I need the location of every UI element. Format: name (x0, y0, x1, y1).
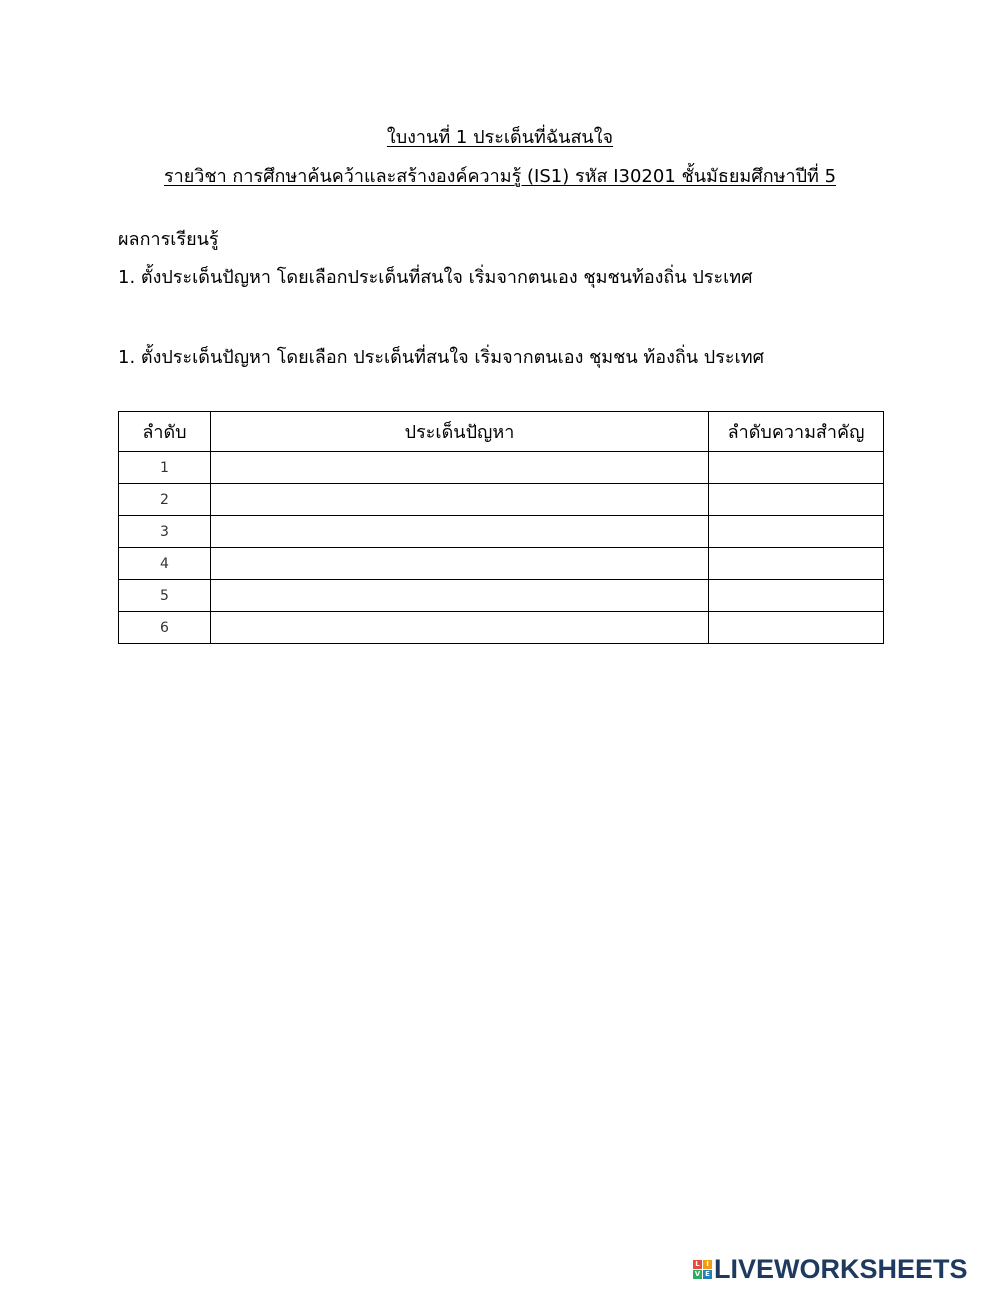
issue-cell[interactable] (211, 452, 709, 484)
issue-cell[interactable] (211, 516, 709, 548)
table-row (119, 484, 884, 516)
table-row (119, 612, 884, 644)
row-number: 1 (119, 452, 211, 484)
learning-outcome-heading: ผลการเรียนรู้ (118, 229, 219, 250)
liveworksheets-logo[interactable] (693, 1254, 968, 1284)
header-order: ลำดับ (119, 412, 211, 452)
logo-letter-i: I (703, 1260, 712, 1269)
issue-cell[interactable] (211, 580, 709, 612)
issue-cell[interactable] (211, 548, 709, 580)
objective-1-repeat: 1. ตั้งประเด็นปัญหา โดยเลือก ประเด็นที่สนใจ เริ่มจากตนเอง ชุมชน ท้องถิ่น ประเทศ (118, 347, 765, 368)
priority-cell[interactable] (709, 580, 884, 612)
header-issue: ประเด็นปัญหา (211, 412, 709, 452)
row-number: 3 (119, 516, 211, 548)
issue-cell[interactable] (211, 484, 709, 516)
priority-cell[interactable] (709, 516, 884, 548)
table-header-row (119, 412, 884, 452)
priority-cell[interactable] (709, 612, 884, 644)
header-priority: ลำดับความสำคัญ (709, 412, 884, 452)
row-number: 4 (119, 548, 211, 580)
logo-letter-v: V (694, 1269, 701, 1278)
row-number: 6 (119, 612, 211, 644)
logo-text: LIVEWORKSHEETS (714, 1253, 968, 1284)
table-row (119, 580, 884, 612)
issues-table (118, 411, 884, 644)
table-row (119, 548, 884, 580)
objective-1: 1. ตั้งประเด็นปัญหา โดยเลือกประเด็นที่สนใจ เริ่มจากตนเอง ชุมชนท้องถิ่น ประเทศ (118, 267, 753, 288)
table-row (119, 452, 884, 484)
issue-cell[interactable] (211, 612, 709, 644)
priority-cell[interactable] (709, 452, 884, 484)
row-number: 5 (119, 580, 211, 612)
row-number: 2 (119, 484, 211, 516)
priority-cell[interactable] (709, 484, 884, 516)
worksheet-title: ใบงานที่ 1 ประเด็นที่ฉันสนใจ (386, 127, 614, 148)
worksheet-subtitle: รายวิชา การศึกษาค้นคว้าและสร้างองค์ความรู้ (IS1) รหัส I30201 ชั้นมัธยมศึกษาปีที่ 5 (163, 166, 837, 187)
logo-letter-l: L (693, 1260, 702, 1269)
priority-cell[interactable] (709, 548, 884, 580)
logo-letter-e: E (703, 1270, 712, 1279)
table-row (119, 516, 884, 548)
live-grid-icon (693, 1260, 712, 1279)
